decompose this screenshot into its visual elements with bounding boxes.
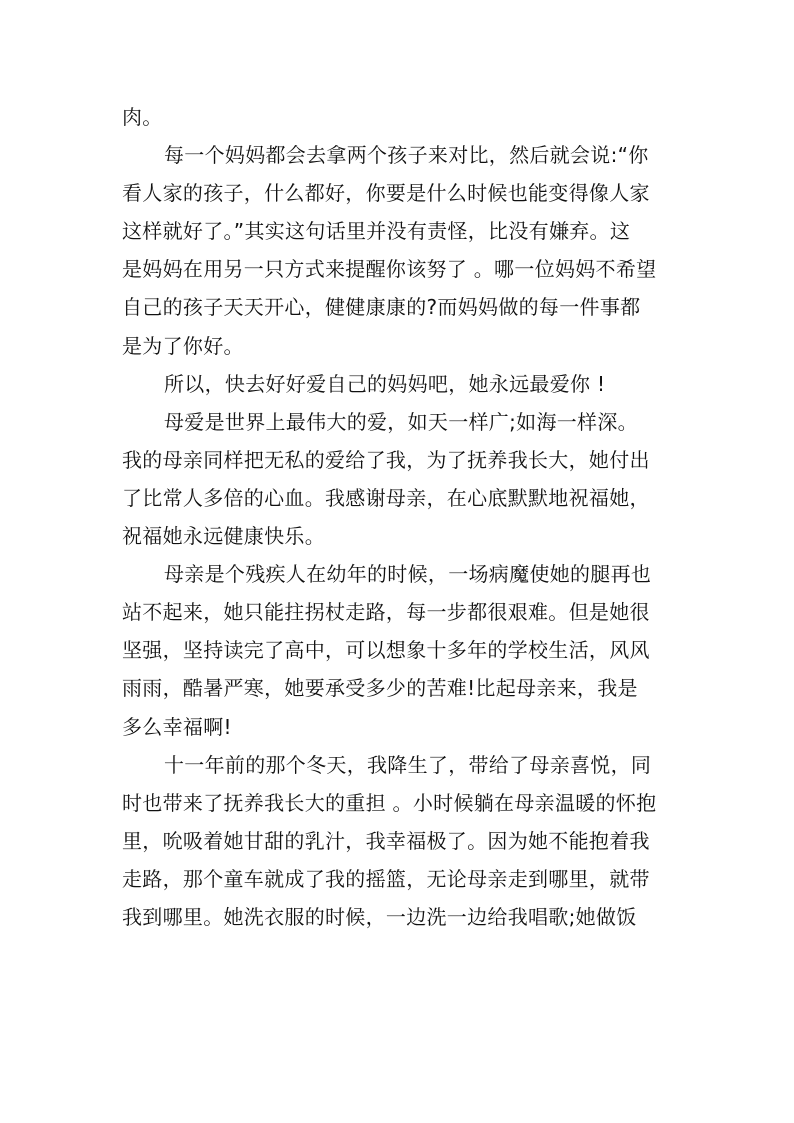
text-line: 雨雨，酷暑严寒，她要承受多少的苦难!比起母亲来，我是 (122, 676, 638, 701)
text-line: 里，吮吸着她甘甜的乳汁，我幸福极了。因为她不能抱着我 (122, 828, 650, 853)
text-line: 了比常人多倍的心血。我感谢母亲，在心底默默地祝福她， (122, 485, 650, 510)
text-line: 祝福她永远健康快乐。 (122, 524, 325, 549)
text-line: 坚强，坚持读完了高中，可以想象十多年的学校生活，风风 (122, 638, 650, 663)
text-line: 走路，那个童车就成了我的摇篮，无论母亲走到哪里，就带 (122, 866, 650, 891)
text-line: 多么幸福啊! (122, 714, 232, 739)
text-line: 自己的孩子天天开心，健健康康的?而妈妈做的每一件事都 (122, 295, 641, 320)
paragraph-first-line: 母亲是个残疾人在幼年的时候，一场病魔使她的腿再也 (164, 562, 652, 587)
text-line: 我到哪里。她洗衣服的时候，一边洗一边给我唱歌;她做饭 (122, 904, 637, 929)
text-line: 是为了你好。 (122, 333, 244, 358)
text-line: 是妈妈在用另一只方式来提醒你该努了 。哪一位妈妈不希望 (122, 257, 657, 282)
text-line: 肉。 (122, 105, 163, 129)
text-line: 我的母亲同样把无私的爱给了我，为了抚养我长大，她付出 (122, 447, 650, 472)
paragraph-first-line: 母爱是世界上最伟大的爱，如天一样广;如海一样深。 (164, 409, 638, 434)
paragraph-first-line: 所以，快去好好爱自己的妈妈吧，她永远最爱你 ! (164, 371, 606, 396)
text-line: 这样就好了。”其实这句话里并没有责怪，比没有嫌弃。这 (122, 219, 631, 244)
text-line: 时也带来了抚养我长大的重担 。小时候躺在母亲温暖的怀抱 (122, 790, 657, 815)
text-line: 看人家的孩子，什么都好，你要是什么时候也能变得像人家 (122, 181, 650, 206)
paragraph-first-line: 十一年前的那个冬天，我降生了，带给了母亲喜悦，同 (164, 752, 652, 777)
paragraph-first-line: 每一个妈妈都会去拿两个孩子来对比，然后就会说:“你 (164, 143, 649, 168)
text-line: 站不起来，她只能拄拐杖走路，每一步都很艰难。但是她很 (122, 600, 650, 625)
body-text (122, 98, 687, 936)
